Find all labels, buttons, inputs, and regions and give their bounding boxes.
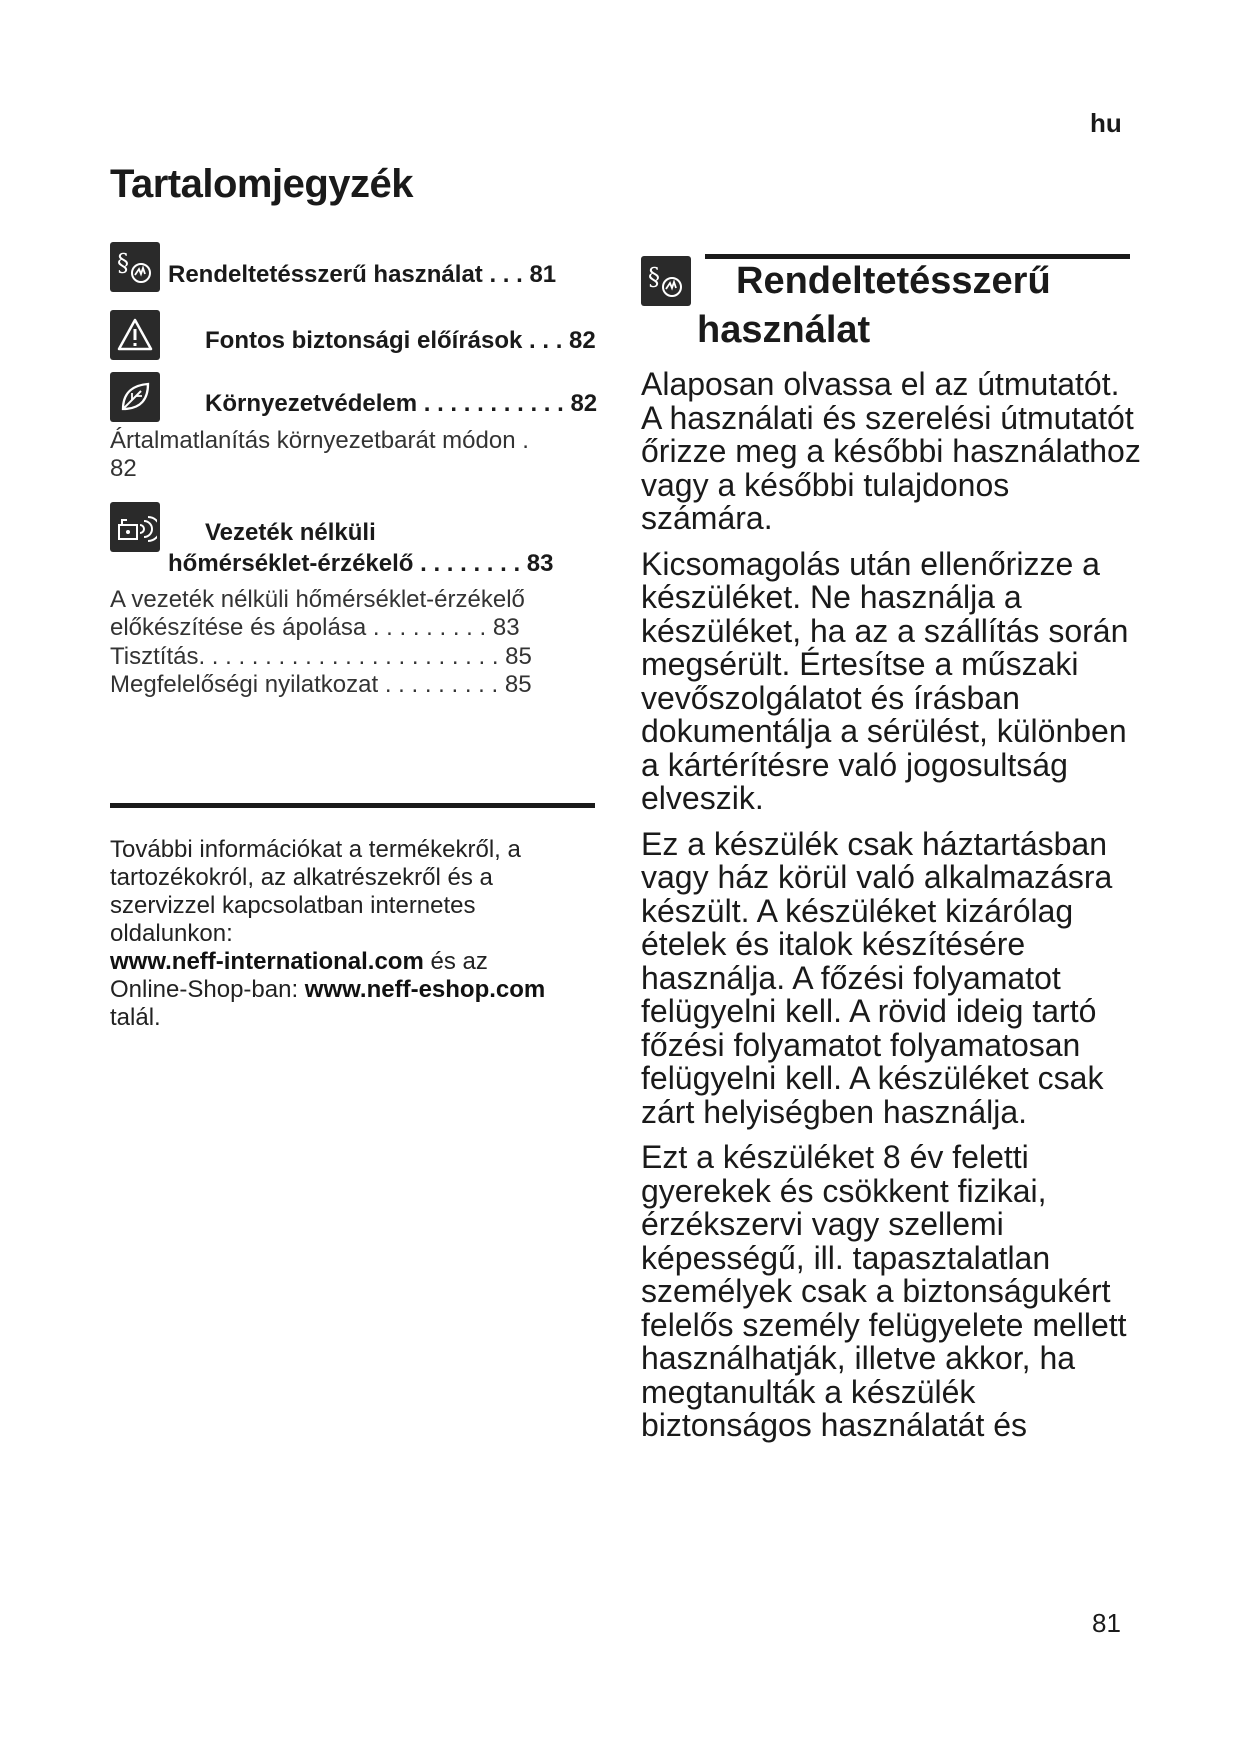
info-line: szervizzel kapcsolatban internetes: [110, 892, 476, 919]
toc-subentry-sensor-prep-line2[interactable]: előkészítése és ápolása . . . . . . . . . 83: [110, 614, 520, 641]
divider-left: [110, 803, 595, 808]
leaf-icon: [110, 372, 160, 422]
section-title-line2: használat: [697, 309, 871, 351]
language-code: hu: [1090, 108, 1122, 138]
eshop-link[interactable]: www.neff-eshop.com: [304, 976, 546, 1003]
toc-subentry-disposal-page: 82: [110, 455, 137, 482]
warning-triangle-icon: [110, 310, 160, 360]
toc-entry-safety[interactable]: Fontos biztonsági előírások . . . 82: [205, 327, 596, 354]
svg-text:§: §: [117, 249, 129, 277]
shop-label: Online-Shop-ban:: [110, 976, 305, 1003]
divider-section: [705, 254, 1130, 259]
section-body: [641, 368, 1141, 1455]
toc-subentry-conformity[interactable]: Megfelelőségi nyilatkozat . . . . . . . . . 85: [110, 671, 532, 698]
toc-entry-intended-use[interactable]: Rendeltetésszerű használat . . . 81: [168, 261, 557, 288]
info-line: talál.: [110, 1004, 161, 1031]
info-connector: és az: [423, 948, 488, 975]
toc-subentry-cleaning[interactable]: Tisztítás. . . . . . . . . . . . . . . . . . . . . . . 85: [110, 643, 532, 670]
toc-entry-wireless-sensor-line2[interactable]: hőmérséklet-érzékelő . . . . . . . . 83: [168, 550, 554, 577]
paragraph: Alaposan olvassa el az útmutatót. A használati és szerelési útmutatót őrizze meg a későbbi használathoz vagy a későbbi tulajdonos számára.: [641, 366, 1141, 536]
page-number: 81: [1092, 1608, 1121, 1638]
wireless-sensor-icon: [110, 502, 160, 552]
section-title: Rendeltetésszerű: [736, 260, 1051, 302]
paragraph-hand-icon: [110, 242, 160, 292]
paragraph: Ezt a készüléket 8 év feletti gyerekek és csökkent fizikai, érzékszervi vagy szellemi képességű, ill. tapasztalatlan személyek csak a biztonságukért felelős személy felügyelete mellett használhatják, illetve akkor, ha megtanulták a készülék biztonságos használatát és: [641, 1139, 1127, 1443]
info-block: [110, 836, 610, 1032]
svg-text:§: §: [648, 263, 660, 291]
toc-subentry-sensor-prep[interactable]: A vezeték nélküli hőmérséklet-érzékelő: [110, 586, 525, 613]
info-line: [110, 976, 610, 1004]
toc-entry-wireless-sensor[interactable]: Vezeték nélküli: [205, 519, 376, 546]
toc-entry-environment[interactable]: Környezetvédelem . . . . . . . . . . . 82: [205, 390, 598, 417]
info-line: tartozékokról, az alkatrészekről és a: [110, 864, 493, 891]
paragraph: Ez a készülék csak háztartásban vagy ház körül való alkalmazásra készült. A készüléket kizárólag ételek és italok készítésére használja. A főzési folyamatot felügyelni kell. A rövid ideig tartó főzési folyamatot folyamatosan felügyelni kell. A készüléket csak zárt helyiségben használja.: [641, 825, 1113, 1130]
toc-subentry-disposal[interactable]: Ártalmatlanítás környezetbarát módon .: [110, 427, 529, 454]
paragraph: Kicsomagolás után ellenőrizze a készüléket. Ne használja a készüléket, ha az a szállítás során megsérült. Értesítse a műszaki vevőszolgálatot és írásban dokumentálja a sérülést, különben a kártérítésre való jogosultság elveszik.: [641, 545, 1129, 816]
info-line: További információkat a termékekről, a: [110, 836, 521, 863]
section-paragraph-hand-icon: [641, 256, 691, 306]
toc-title: Tartalomjegyzék: [110, 162, 413, 206]
info-line: [110, 948, 610, 976]
info-line: oldalunkon:: [110, 920, 233, 947]
website-link[interactable]: www.neff-international.com: [110, 948, 424, 975]
